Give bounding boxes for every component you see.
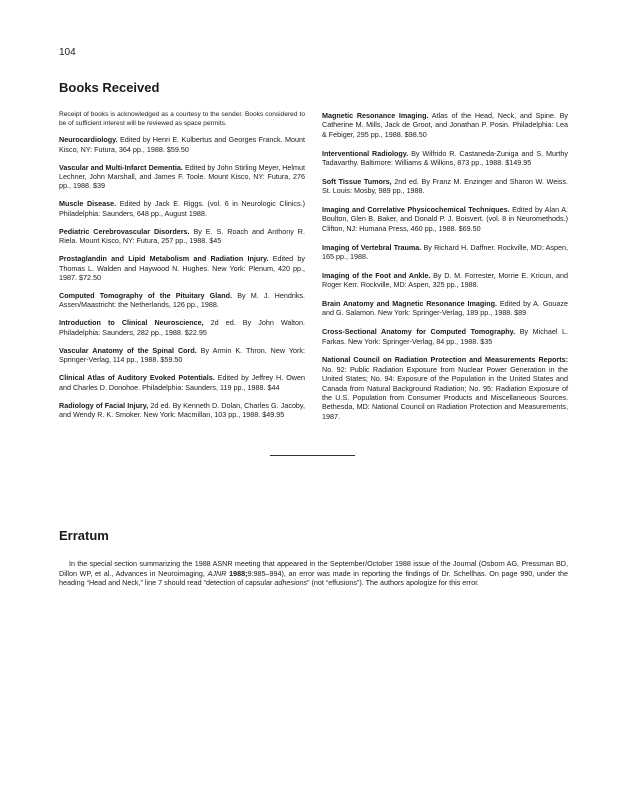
book-details: By M. J. Hendriks. Assen/Maastricht: the Netherlands, 126 pp., 1988. — [59, 291, 305, 310]
book-entry — [322, 299, 568, 318]
erratum-emphasis: adhesions — [274, 578, 308, 588]
book-title: Prostaglandin and Lipid Metabolism and Radiation Injury. — [59, 254, 269, 264]
book-details: 2d ed. By John Walton. Philadelphia: Saunders, 282 pp., 1988. $22.95 — [59, 318, 305, 337]
book-entry — [322, 243, 568, 262]
erratum-text-part2: 9:985–994), an error was made in reporting the findings of Dr. Schellhas. On page 990, under the heading “Head and Neck,” line 7 should read “detection of capsular — [59, 568, 568, 588]
book-title: Cross-Sectional Anatomy for Computed Tomography. — [322, 327, 516, 337]
book-entry — [59, 135, 305, 154]
book-details: Edited by John Stirling Meyer, Helmut Lechner, John Marshall, and James F. Toole. Mount Kisco, NY: Futura, 276 pp., 1988. $39 — [59, 162, 305, 191]
book-title: Vascular and Multi-Infarct Dementia. — [59, 162, 183, 172]
page-number: 104 — [59, 47, 76, 58]
book-details: Edited by A. Gouaze and G. Salamon. New York: Springer-Verlag, 189 pp., 1988. $89 — [322, 299, 568, 318]
book-title: Interventional Radiology. — [322, 148, 409, 158]
book-entry — [322, 205, 568, 233]
book-details: By Wilfrido R. Castaneda-Zuniga and S. Murthy Tadavarthy. Baltimore: Williams & Wilkins, 873 pp., 1988. $149.95 — [322, 148, 568, 168]
book-entry — [322, 111, 568, 139]
book-title: Magnetic Resonance Imaging. — [322, 111, 429, 120]
book-entry — [59, 227, 305, 246]
erratum-text-part1: In the special section summarizing the 1988 ASNR meeting that appeared in the September/October 1988 issue of the Journal (Osborn AG, Pressman BD, Dillon WP, et al., Advances in Neuroimaging, — [59, 559, 568, 578]
book-title: Muscle Disease. — [59, 199, 117, 209]
book-title: Radiology of Facial Injury, — [59, 400, 149, 410]
book-title: Imaging of the Foot and Ankle. — [322, 270, 431, 280]
book-title: Imaging and Correlative Physicochemical Techniques. — [322, 205, 510, 215]
book-entry — [59, 318, 305, 337]
book-title: Introduction to Clinical Neuroscience, — [59, 318, 204, 328]
right-entries-list — [322, 111, 568, 421]
book-title: Neurocardiology. — [59, 135, 118, 145]
book-title: Imaging of Vertebral Trauma. — [322, 242, 422, 252]
book-title: Pediatric Cerebrovascular Disorders. — [59, 226, 190, 236]
books-right-column — [322, 111, 568, 431]
book-title: Brain Anatomy and Magnetic Resonance Imaging. — [322, 299, 497, 309]
books-received-heading: Books Received — [59, 80, 160, 95]
book-details: Edited by Jack E. Riggs. (vol. 6 in Neurologic Clinics.) Philadelphia: Saunders, 648 pp., August 1988. — [59, 199, 305, 218]
book-entry — [322, 149, 568, 168]
book-title: Computed Tomography of the Pituitary Gland. — [59, 291, 233, 301]
book-entry — [59, 254, 305, 282]
book-entry — [59, 291, 305, 310]
book-entry — [59, 401, 305, 420]
book-entry — [59, 373, 305, 392]
book-details: Edited by Henri E. Kulbertus and Georges Franck. Mount Kisco, NY: Futura, 364 pp., 1988. $59.50 — [59, 135, 305, 154]
books-left-column — [59, 111, 305, 428]
book-details: Atlas of the Head, Neck, and Spine. By Catherine M. Mills, Jack de Groot, and Jonathan P. Posin. Philadelphia: Lea & Febiger, 295 pp., 1988. $98.50 — [322, 111, 568, 139]
book-details: Edited by Jeffrey H. Owen and Charles D. Donohoe. Philadelphia: Saunders, 119 pp., 1988. $44 — [59, 373, 305, 392]
erratum-journal: AJNR — [207, 568, 227, 578]
erratum-text — [59, 559, 568, 588]
books-intro: Receipt of books is acknowledged as a courtesy to the sender. Books considered to be of sufficient interest will be reviewed as space permits. — [59, 111, 305, 127]
left-entries-list — [59, 135, 305, 419]
book-details: No. 92: Public Radiation Exposure from Nuclear Power Generation in the United States; No. 94: Exposure of the Population in the United States and Canada from Natural Background Radiation; No. 95: Radiation Exposure of the U.S. Population from Consumer Products and Miscellaneous Sources. Bethesda, MD: National Council on Radiation Protection and Measurements, 1987. — [322, 364, 568, 421]
book-entry — [59, 346, 305, 365]
section-divider — [270, 455, 355, 456]
book-entry — [59, 199, 305, 218]
book-details: 2d ed. By Kenneth D. Dolan, Charles G. Jacoby, and Wendy R. K. Smoker. New York: Macmillan, 103 pp., 1988. $49.95 — [59, 400, 305, 420]
book-title: Clinical Atlas of Auditory Evoked Potentials. — [59, 373, 215, 383]
book-title: Vascular Anatomy of the Spinal Cord. — [59, 345, 197, 355]
book-details: Edited by Thomas L. Walden and Haywood N. Hughes. New York: Plenum, 420 pp., 1987. $72.50 — [59, 254, 305, 283]
book-entry — [322, 271, 568, 290]
book-entry — [322, 327, 568, 346]
book-entry — [322, 177, 568, 196]
book-details: By D. M. Forrester, Morrie E. Kricun, and Roger Kerr. Rockville, MD: Aspen, 325 pp., 1988. — [322, 270, 569, 290]
erratum-citation: 1988; — [226, 568, 248, 578]
erratum-heading: Erratum — [59, 528, 109, 543]
book-title: National Council on Radiation Protection and Measurements Reports: — [322, 355, 568, 365]
book-details: By E. S. Roach and Anthony R. Riela. Mount Kisco, NY: Futura, 257 pp., 1988. $45 — [59, 226, 305, 246]
book-entry — [322, 355, 568, 421]
book-details: Edited by Alan A. Boulton, Glen B. Baker, and Donald P. J. Boisvert. (vol. 8 in Neuromethods.) Clifton, NJ: Humana Press, 460 pp., 1988. $69.50 — [322, 205, 568, 233]
book-details: By Michael L. Farkas. New York: Springer-Verlag, 84 pp., 1988. $35 — [322, 327, 569, 346]
book-details: By Armin K. Thron. New York: Springer-Verlag, 114 pp., 1988. $59.50 — [59, 345, 305, 365]
book-details: 2nd ed. By Franz M. Enzinger and Sharon W. Weiss. St. Louis: Mosby, 989 pp., 1988. — [322, 176, 568, 196]
book-entry — [59, 163, 305, 191]
book-title: Soft Tissue Tumors, — [322, 176, 392, 186]
book-details: By Richard H. Daffner. Rockville, MD: Aspen, 165 pp., 1988. — [322, 242, 568, 262]
erratum-text-part3: ” (not “effusions”). The authors apologize for this error. — [307, 578, 480, 588]
